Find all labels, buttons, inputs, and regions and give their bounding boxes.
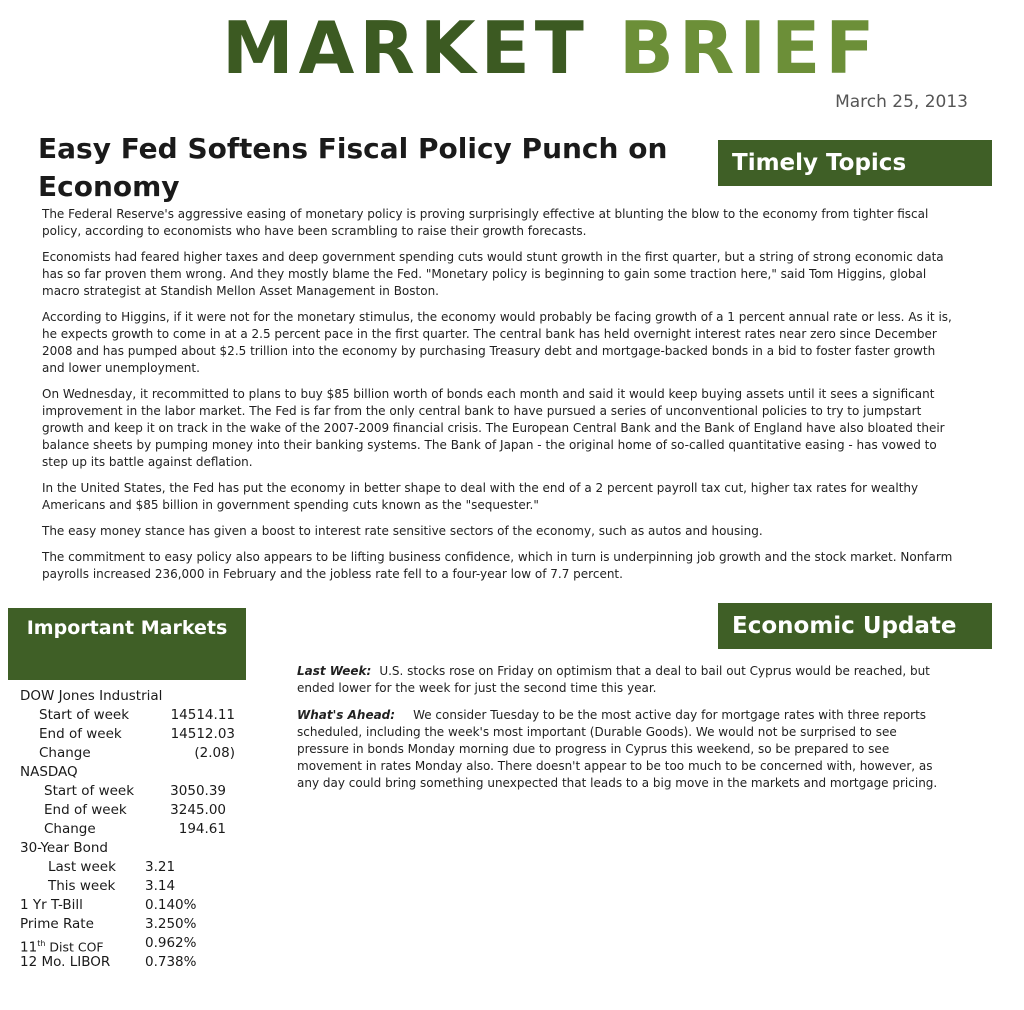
- rate-row: [20, 953, 250, 972]
- article-headline: Easy Fed Softens Fiscal Policy Punch on Economy: [38, 132, 668, 203]
- masthead: [222, 6, 879, 90]
- market-row-label: Start of week: [44, 783, 135, 799]
- rate-value: 0.738%: [145, 954, 197, 970]
- economic-update-tag: Economic Update: [718, 603, 992, 649]
- timely-topics-tag: Timely Topics: [718, 140, 992, 186]
- market-row: [20, 877, 250, 896]
- market-row: [20, 858, 250, 877]
- issue-date: March 25, 2013: [835, 92, 968, 112]
- market-row-label: End of week: [39, 726, 122, 742]
- article-paragraph: The commitment to easy policy also appears to be lifting business confidence, which in turn is underpinning job growth and the stock market. Nonfarm payrolls increased 236,000 in February and the jobless rate fell to a four-year low of 7.7 percent.: [42, 550, 953, 581]
- market-row: [20, 782, 250, 801]
- market-row-label: Change: [44, 821, 96, 837]
- market-row-label: Last week: [48, 859, 116, 875]
- market-row: [20, 744, 250, 763]
- whats-ahead-paragraph: [297, 707, 947, 792]
- whats-ahead-label: What's Ahead:: [297, 708, 396, 722]
- market-row-value: 194.61: [178, 821, 226, 837]
- rate-label-text: Dist COF: [45, 939, 104, 955]
- rate-label: 12 Mo. LIBOR: [20, 954, 111, 970]
- article-paragraph: Economists had feared higher taxes and deep government spending cuts would stunt growth in the first quarter, but a string of strong economic data has so far proven them wrong. And they mostly blame the Fed. "Monetary policy is beginning to gain some traction here," said Tom Higgins, global macro strategist at Standish Mellon Asset Management in Boston.: [42, 250, 944, 298]
- rate-label-number: 11: [20, 939, 38, 956]
- rate-row: [20, 915, 250, 934]
- market-row-value: 14512.03: [170, 726, 235, 742]
- rate-row: [20, 934, 250, 956]
- market-row-value: (2.08): [194, 745, 235, 761]
- market-row-value: 3245.00: [170, 802, 226, 818]
- article-paragraph: On Wednesday, it recommitted to plans to buy $85 billion worth of bonds each month and said it would keep buying assets until it sees a significant improvement in the labor market. The Fed is far from the only central bank to have pursued a series of unconventional policies to try to jumpstart growth and keep it on track in the wake of the 2007-2009 financial crisis. The European Central Bank and the Bank of England have also bloated their balance sheets by pumping money into their banking systems. The Bank of Japan - the original home of so-called quantitative easing - has vowed to step up its battle against deflation.: [42, 387, 945, 469]
- bond-title: 30-Year Bond: [20, 840, 108, 856]
- rate-label: 1 Yr T-Bill: [20, 897, 83, 913]
- market-row: [20, 801, 250, 820]
- market-row: [20, 706, 250, 725]
- market-row-label: This week: [48, 878, 116, 894]
- rate-value: 3.250%: [145, 916, 197, 932]
- market-group-title: [20, 839, 250, 858]
- article-paragraph: According to Higgins, if it were not for the monetary stimulus, the economy would probably be facing growth of a 1 percent annual rate or less. As it is, he expects growth to come in at a 2.5 percent pace in the first quarter. The central bank has held overnight interest rates near zero since December 2008 and has pumped about $2.5 trillion into the economy by purchasing Treasury debt and mortgage-backed bonds in a bid to foster faster growth and lower unemployment.: [42, 310, 952, 375]
- economic-update-body: [297, 663, 947, 802]
- market-row: [20, 725, 250, 744]
- last-week-text: U.S. stocks rose on Friday on optimism that a deal to bail out Cyprus would be reached, but ended lower for the week for just the second time this year.: [297, 664, 930, 695]
- market-row-value: 3.14: [145, 878, 176, 894]
- article-paragraph: The Federal Reserve's aggressive easing of monetary policy is proving surprisingly effective at blunting the blow to the economy from tighter fiscal policy, according to economists who have been scrambling to raise their growth forecasts.: [42, 207, 929, 238]
- article-body: [42, 206, 956, 592]
- rate-label-suffix: th: [37, 939, 46, 948]
- market-row-label: End of week: [44, 802, 127, 818]
- rate-label: Prime Rate: [20, 916, 94, 932]
- last-week-paragraph: [297, 663, 947, 697]
- masthead-market: MARKET: [222, 6, 589, 90]
- article-paragraph: In the United States, the Fed has put the economy in better shape to deal with the end of a 2 percent payroll tax cut, higher tax rates for wealthy Americans and $85 billion in government spending cuts known as the "sequester.": [42, 481, 919, 512]
- market-row-value: 3050.39: [170, 783, 226, 799]
- markets-table: [20, 687, 250, 972]
- article-paragraph: The easy money stance has given a boost to interest rate sensitive sectors of the economy, such as autos and housing.: [42, 524, 763, 538]
- rate-value: 0.962%: [145, 935, 197, 951]
- market-group-title: [20, 763, 250, 782]
- whats-ahead-text: We consider Tuesday to be the most active day for mortgage rates with three reports scheduled, including the week's most important (Durable Goods). We would not be surprised to see pressure in bonds Monday morning due to progress in Cyprus this weekend, so be prepared to see movement in rates Monday also. There doesn't appear to be too much to be concerned with, however, as any day could bring something unexpected that leads to a big move in the markets and mortgage pricing.: [297, 708, 938, 790]
- masthead-brief: BRIEF: [618, 6, 880, 90]
- rate-value: 0.140%: [145, 897, 197, 913]
- rate-label: [20, 934, 145, 956]
- last-week-label: Last Week:: [297, 664, 372, 678]
- market-row-value: 14514.11: [170, 707, 235, 723]
- market-group-title: [20, 687, 250, 706]
- important-markets-tag: Important Markets: [8, 608, 246, 680]
- market-row: [20, 820, 250, 839]
- market-row-label: Start of week: [39, 707, 130, 723]
- dow-title: DOW Jones Industrial: [20, 688, 163, 704]
- nasdaq-title: NASDAQ: [20, 764, 78, 780]
- market-row-value: 3.21: [145, 859, 176, 875]
- rate-row: [20, 896, 250, 915]
- market-row-label: Change: [39, 745, 91, 761]
